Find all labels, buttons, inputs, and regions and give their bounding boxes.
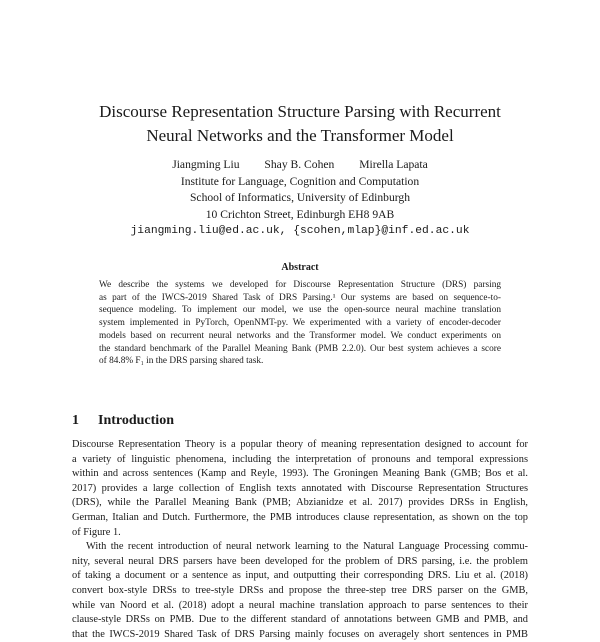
- section-title: Introduction: [98, 413, 174, 428]
- abstract-line: We describe the systems we developed for Discourse Representation Structure (DRS) parsing: [99, 280, 501, 290]
- body-line: Discourse Representation Theory is a popular theory of meaning representation designed to account for: [72, 439, 528, 450]
- body-line: German, Italian and Dutch. Furthermore, the PMB introduces clause representation, as shown on the top: [72, 511, 528, 523]
- section-number: 1: [72, 413, 79, 428]
- body-line: 2017) provides a large collection of English texts annotated with Discourse Representation Structures: [72, 482, 528, 494]
- body-line: clause-style DRSs on PMB. Due to the different standard of annotations between GMB and PMB, and: [72, 614, 528, 626]
- affiliation-line: Institute for Language, Cognition and Computation: [180, 174, 420, 188]
- author-names: [60, 157, 540, 174]
- abstract-text: [99, 279, 501, 368]
- body-line: of Figure 1.: [72, 526, 121, 538]
- abstract-line: models based on recurrent neural networks and the Transformer model. We conduct experiments on: [99, 330, 501, 341]
- body-line: With the recent introduction of neural network learning to the Natural Language Processing commu-: [86, 541, 528, 553]
- title-line-1: Discourse Representation Structure Parsing with Recurrent: [99, 102, 501, 121]
- introduction-body: [72, 438, 528, 642]
- body-line: a variety of linguistic phenomena, including the interpretation of pronouns and temporal expressions: [72, 453, 528, 465]
- affiliation-line: School of Informatics, University of Edinburgh: [189, 191, 411, 204]
- body-line: within and across sentences (Kamp and Reyle, 1993). The Groningen Meaning Bank (GMB; Bos et al.: [72, 468, 528, 480]
- section-heading: [72, 413, 174, 429]
- abstract-line: system implemented in PyTorch, OpenNMT-py. We experimented with a variety of encoder-decoder: [99, 318, 501, 329]
- author-emails: jiangming.liu@ed.ac.uk, {scohen,mlap}@inf.ed.ac.uk: [130, 225, 470, 237]
- abstract-line: of 84.8% F₁ in the DRS parsing shared task.: [99, 356, 264, 367]
- body-line: while van Noord et al. (2018) adopt a neural machine translation approach to parse sentences to their: [72, 599, 528, 611]
- body-line: that the IWCS-2019 Shared Task of DRS Parsing mainly focuses on averagely short sentences in PMB: [72, 628, 528, 640]
- paper-title: [60, 100, 540, 148]
- abstract-line: the standard benchmark of the Parallel Meaning Bank (PMB 2.2.0). Our best system achieves a score: [99, 343, 501, 354]
- abstract-line: as part of the IWCS-2019 Shared Task of DRS Parsing.¹ Our systems are based on sequence-to-: [99, 292, 501, 303]
- body-line: (DRS), while the Parallel Meaning Bank (PMB; Abzianidze et al. 2017) provides DRSs in English,: [72, 497, 528, 509]
- author-name: Mirella Lapata: [359, 158, 428, 171]
- title-line-2: Neural Networks and the Transformer Model: [146, 126, 454, 145]
- body-line: of taking a document or a sentence as input, and outputting their corresponding DRS. Liu et al. (2018): [72, 570, 528, 582]
- affiliation-line: 10 Crichton Street, Edinburgh EH8 9AB: [205, 207, 395, 221]
- author-block: [60, 157, 540, 240]
- author-name: Shay B. Cohen: [264, 158, 335, 171]
- author-name: Jiangming Liu: [172, 158, 240, 171]
- abstract-line: sequence modeling. To implement our model, we use the open-source neural machine translation: [99, 305, 501, 316]
- abstract-heading: Abstract: [281, 262, 319, 273]
- body-line: nity, several neural DRS parsers have been developed for the problem of DRS parsing, i.e. the problem: [72, 555, 528, 567]
- body-line: convert box-style DRSs to tree-style DRSs and propose the three-step tree DRS parser on the GMB,: [72, 584, 528, 596]
